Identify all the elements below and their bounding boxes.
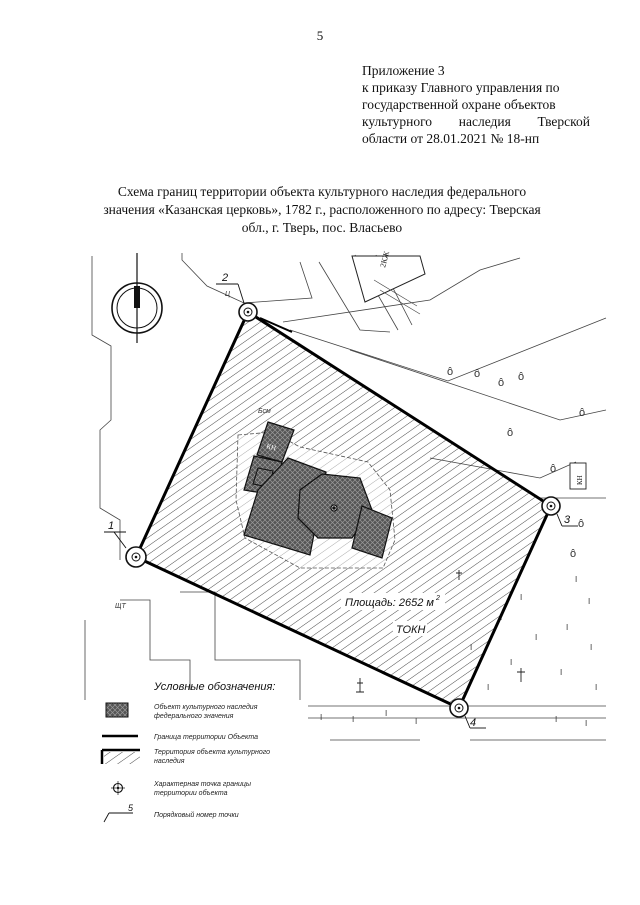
svg-text:I: I [590, 643, 593, 652]
title-line-2: значения «Казанская церковь», 1782 г., расположенного по адресу: Тверская [103, 202, 541, 217]
appendix-word: культурного [362, 114, 433, 129]
bsm-label: Бсм [258, 408, 271, 415]
svg-text:ô: ô [447, 366, 454, 378]
legend-text: Порядковый номер точки [154, 812, 239, 819]
point-number-2: 2 [222, 272, 229, 284]
legend-text: Территория объекта культурного [154, 749, 270, 756]
svg-text:ô: ô [578, 518, 585, 530]
svg-text:ô: ô [518, 371, 525, 383]
svg-text:I: I [535, 633, 538, 642]
boundary-point-2 [216, 272, 257, 321]
area-label: Площадь: 2652 м [345, 597, 434, 609]
appendix-line-1: Приложение 3 [362, 63, 445, 78]
legend-text: территории объекта [154, 790, 228, 797]
svg-text:ô: ô [498, 377, 505, 389]
svg-text:I: I [575, 575, 578, 584]
appendix-block [362, 62, 590, 147]
area-superscript: 2 [436, 595, 440, 602]
legend-text: Характерная точка границы [154, 781, 252, 788]
legend-item-heritage [106, 703, 258, 720]
svg-text:I: I [510, 658, 513, 667]
svg-text:ô: ô [474, 368, 481, 380]
appendix-line-3: государственной охране объектов [362, 97, 556, 112]
legend-title: Условные обозначения: [154, 681, 276, 693]
point-number-3: 3 [564, 514, 571, 526]
svg-text:I: I [320, 713, 323, 722]
kn-building-label: КН [576, 475, 584, 485]
legend-item-territory [102, 748, 270, 765]
page-number: 5 [316, 28, 324, 43]
svg-text:I: I [352, 715, 355, 724]
document-title [72, 183, 572, 237]
legend-text: Объект культурного наследия [154, 704, 258, 711]
boundary-point-4 [450, 699, 486, 729]
legend-item-boundary [102, 733, 258, 741]
legend [102, 681, 275, 822]
appendix-word: Тверской [537, 114, 590, 129]
svg-text:I: I [560, 668, 563, 677]
appendix-line-4 [362, 113, 590, 130]
svg-text:I: I [500, 613, 503, 622]
svg-text:I: I [520, 593, 523, 602]
svg-text:I: I [487, 683, 490, 692]
c-label: Ц [225, 291, 231, 298]
boundary-map [0, 250, 640, 850]
svg-text:I: I [385, 709, 388, 718]
boundary-point-1 [104, 520, 146, 567]
title-line-3: обл., г. Тверь, пос. Власьево [241, 220, 403, 235]
building-label: 2КЖ [378, 250, 392, 269]
svg-text:ô: ô [570, 548, 577, 560]
svg-text:I: I [588, 597, 591, 606]
sht-label: ЩТ [115, 603, 126, 610]
legend-item-point [111, 781, 252, 797]
svg-text:I: I [555, 715, 558, 724]
svg-text:ô: ô [507, 427, 514, 439]
point-number-4: 4 [470, 717, 477, 729]
legend-number: 5 [128, 803, 134, 813]
appendix-word: наследия [458, 114, 511, 129]
legend-text: наследия [154, 758, 185, 765]
title-line-1: Схема границ территории объекта культурного наследия федерального [117, 184, 527, 199]
svg-text:I: I [566, 623, 569, 632]
tokn-label: ТОКН [396, 624, 426, 636]
svg-text:I: I [585, 719, 588, 728]
legend-item-number [104, 803, 239, 822]
point-number-1: 1 [108, 520, 115, 532]
legend-text: Граница территории Объекта [154, 734, 259, 741]
appendix-line-2: к приказу Главного управления по [362, 80, 560, 95]
legend-text: федерального значения [154, 713, 234, 720]
svg-text:I: I [595, 683, 598, 692]
boundary-point-3 [542, 497, 578, 526]
kn-building [570, 463, 586, 489]
svg-text:I: I [415, 717, 418, 726]
north-arrow-icon [112, 253, 162, 343]
object-kn-label: КН [265, 442, 277, 453]
svg-text:ô: ô [550, 463, 557, 475]
svg-text:ô: ô [579, 407, 586, 419]
appendix-line-5: области от 28.01.2021 № 18-нп [362, 131, 540, 146]
building-2kzh [352, 250, 425, 314]
